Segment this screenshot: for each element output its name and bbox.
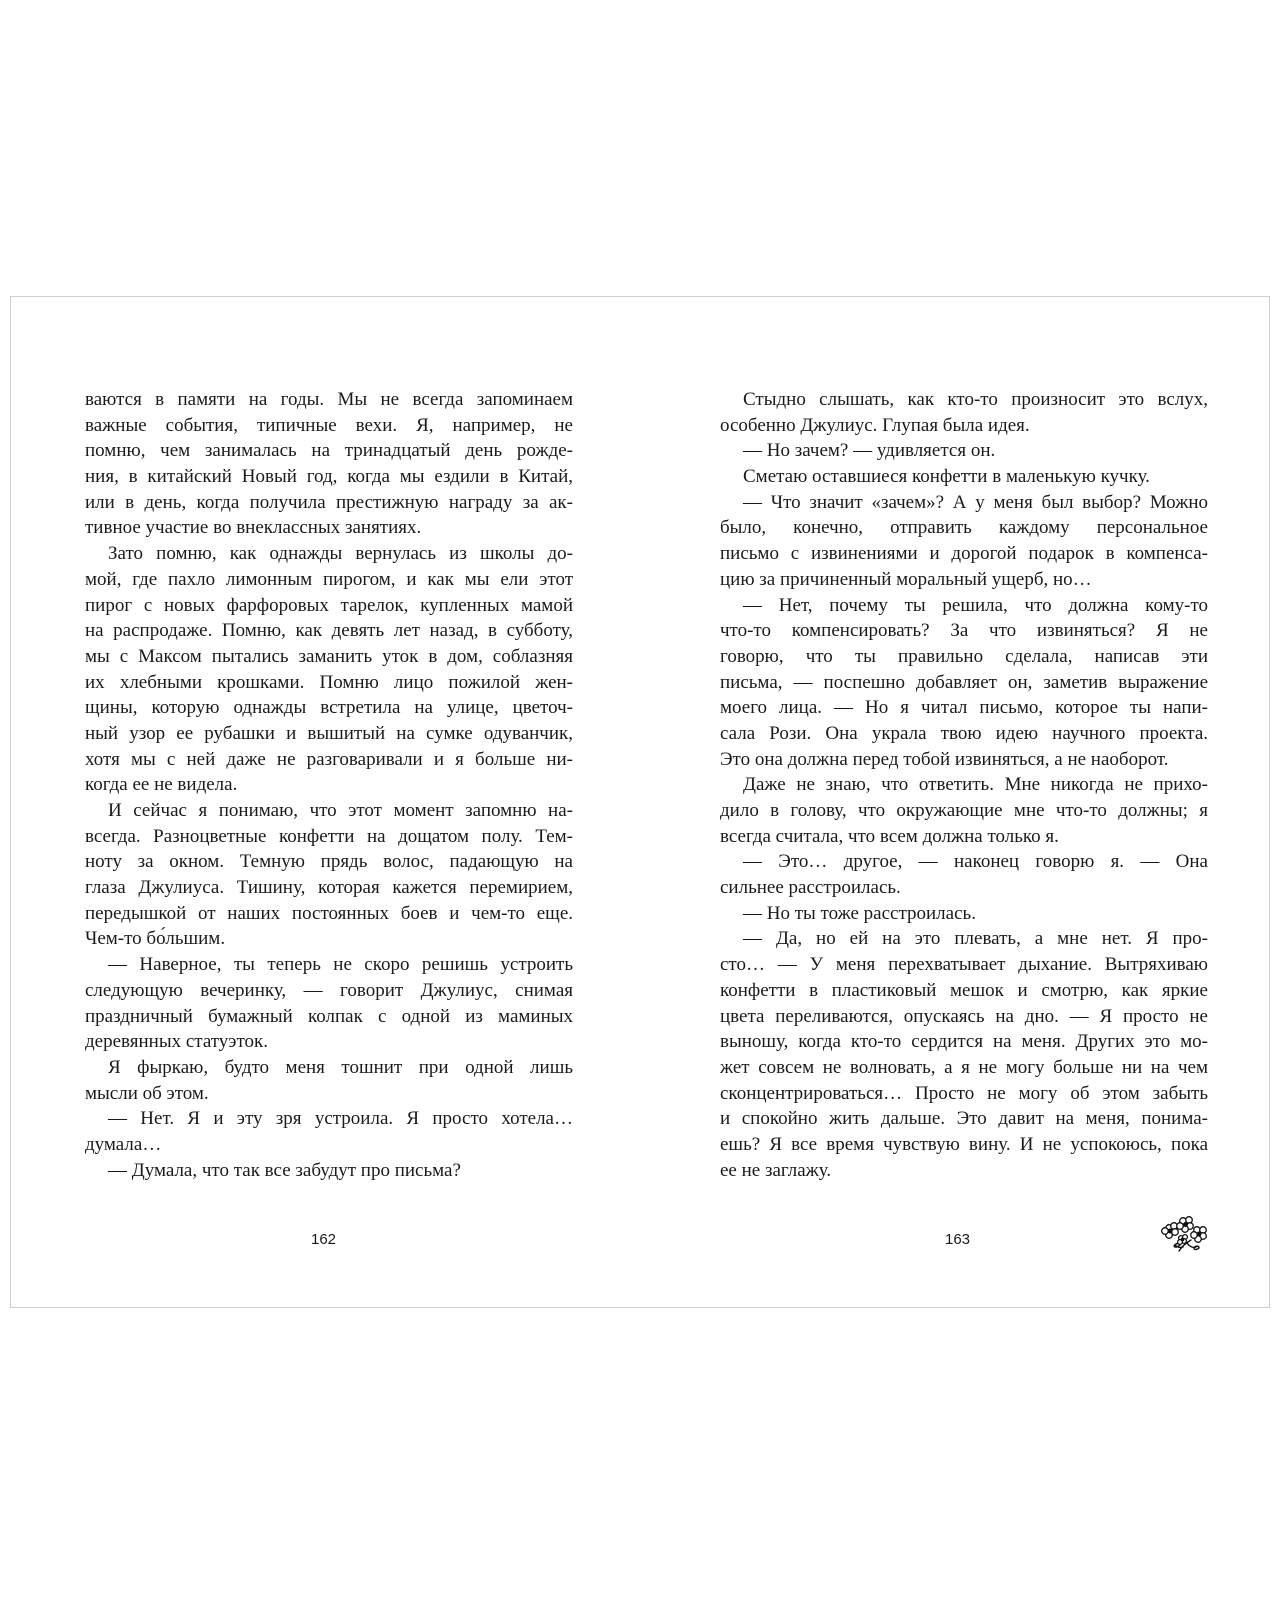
text-line: письма, — поспешно добавляет он, заметив выражение xyxy=(720,671,1208,693)
text-line: Даже не знаю, что ответить. Мне никогда не прихо- xyxy=(743,774,1208,796)
text-line: важные события, типичные вехи. Я, например, не xyxy=(85,414,573,436)
text-line: Чем-то бо́льшим. xyxy=(85,928,226,950)
text-line: жет совсем не волновать, а я не могу больше ни на чем xyxy=(720,1056,1208,1078)
text-line: сто… — У меня перехватывает дыхание. Вытряхиваю xyxy=(720,954,1208,976)
text-line: ния, в китайский Новый год, когда мы ездили в Китай, xyxy=(85,466,573,488)
text-line: деревянных статуэток. xyxy=(85,1031,268,1053)
text-line: ешь? Я все время чувствую вину. И не успокоюсь, пока xyxy=(720,1133,1208,1155)
text-line: И сейчас я понимаю, что этот момент запомню на- xyxy=(108,800,573,821)
text-line: всегда. Разноцветные конфетти на дощатом полу. Тем- xyxy=(85,825,573,847)
text-line: их хлебными крошками. Помню лицо пожилой жен- xyxy=(85,671,573,693)
text-line: на распродаже. Помню, как девять лет назад, в субботу, xyxy=(85,620,573,642)
text-line: Это она должна перед тобой извиняться, а не наоборот. xyxy=(720,748,1169,770)
text-line: Зато помню, как однажды вернулась из школы до- xyxy=(108,543,573,565)
text-line: помню, чем занималась на тринадцатый день рожде- xyxy=(85,440,573,462)
right-page-text xyxy=(720,387,1208,1183)
text-line: — Думала, что так все забудут про письма? xyxy=(108,1159,461,1181)
text-line: Сметаю оставшиеся конфетти в маленькую кучку. xyxy=(743,466,1150,488)
text-line: — Нет, почему ты решила, что должна кому-то xyxy=(743,594,1208,616)
text-line: всегда считала, что всем должна только я. xyxy=(720,825,1059,847)
text-line: и спокойно жить дальше. Это давит на меня, понима- xyxy=(720,1108,1208,1130)
flower-branch-icon xyxy=(1159,1213,1209,1255)
text-line: говорю, что ты правильно сделала, написав эти xyxy=(720,645,1208,667)
text-line: думала… xyxy=(85,1133,162,1155)
right-page xyxy=(641,297,1271,1307)
text-line: Стыдно слышать, как кто-то произносит это вслух, xyxy=(743,389,1208,410)
page-number: 163 xyxy=(945,1231,971,1248)
text-line: праздничный бумажный колпак с одной из маминых xyxy=(85,1005,573,1027)
text-line: — Да, но ей на это плевать, а мне нет. Я про- xyxy=(743,928,1208,950)
text-line: — Наверное, ты теперь не скоро решишь устроить xyxy=(108,954,573,976)
text-line: или в день, когда получила престижную награду за ак- xyxy=(85,491,573,513)
text-line: хотя мы с ней даже не разговаривали и я больше ни- xyxy=(85,748,573,770)
text-line: тивное участие во внеклассных занятиях. xyxy=(85,517,422,539)
text-line: мы с Максом пытались заманить уток в дом, соблазняя xyxy=(85,645,573,667)
text-line: дило в голову, что окружающие мне что-то должны; я xyxy=(720,800,1208,821)
text-line: — Это… другое, — наконец говорю я. — Она xyxy=(743,851,1208,873)
text-line: моего лица. — Но я читал письмо, которое ты напи- xyxy=(720,697,1208,719)
text-line: конфетти в пластиковый мешок и смотрю, как яркие xyxy=(720,979,1208,1001)
text-line: ее не заглажу. xyxy=(720,1159,832,1181)
text-line: сала Рози. Она украла твою идею научного проекта. xyxy=(720,722,1208,744)
book-spread xyxy=(10,296,1270,1308)
text-line: цвета переливаются, опускаясь на дно. — Я просто не xyxy=(720,1005,1208,1027)
text-line: — Но зачем? — удивляется он. xyxy=(743,440,996,462)
text-line: сильнее расстроилась. xyxy=(720,877,901,899)
text-line: когда ее не видела. xyxy=(85,774,238,796)
text-line: мой, где пахло лимонным пирогом, и как мы ели этот xyxy=(85,568,573,590)
text-line: особенно Джулиус. Глупая была идея. xyxy=(720,414,1030,436)
text-line: — Что значит «зачем»? А у меня был выбор? Можно xyxy=(743,491,1208,513)
text-line: что-то компенсировать? За что извиняться? Я не xyxy=(720,620,1208,642)
text-line: передышкой от наших постоянных боев и чем-то еще. xyxy=(85,902,573,924)
text-line: — Но ты тоже расстроилась. xyxy=(743,902,976,924)
text-line: ваются в памяти на годы. Мы не всегда запоминаем xyxy=(85,389,573,410)
text-line: было, конечно, отправить каждому персональное xyxy=(720,517,1208,539)
text-line: письмо с извинениями и дорогой подарок в компенса- xyxy=(720,543,1208,565)
text-line: сконцентрироваться… Просто не могу об этом забыть xyxy=(720,1082,1208,1104)
text-line: щины, которую однажды встретила на улице, цветоч- xyxy=(85,697,573,719)
text-line: выношу, когда кто-то сердится на меня. Других это мо- xyxy=(720,1031,1208,1053)
text-line: ноту за окном. Темную прядь волос, падающую на xyxy=(85,851,573,873)
text-line: цию за причиненный моральный ущерб, но… xyxy=(720,568,1092,590)
text-line: ный узор ее рубашки и вышитый на сумке одуванчик, xyxy=(85,722,573,744)
text-line: пирог с новых фарфоровых тарелок, купленных мамой xyxy=(85,594,573,616)
text-line: следующую вечеринку, — говорит Джулиус, снимая xyxy=(85,979,573,1001)
text-line: — Нет. Я и эту зря устроила. Я просто хотела… xyxy=(108,1108,573,1130)
text-line: мысли об этом. xyxy=(85,1082,209,1104)
text-line: глаза Джулиуса. Тишину, которая кажется перемирием, xyxy=(85,877,573,899)
text-line: Я фыркаю, будто меня тошнит при одной лишь xyxy=(108,1056,573,1078)
page-number: 162 xyxy=(311,1231,337,1248)
left-page-text xyxy=(85,387,573,1183)
left-page xyxy=(11,297,641,1307)
